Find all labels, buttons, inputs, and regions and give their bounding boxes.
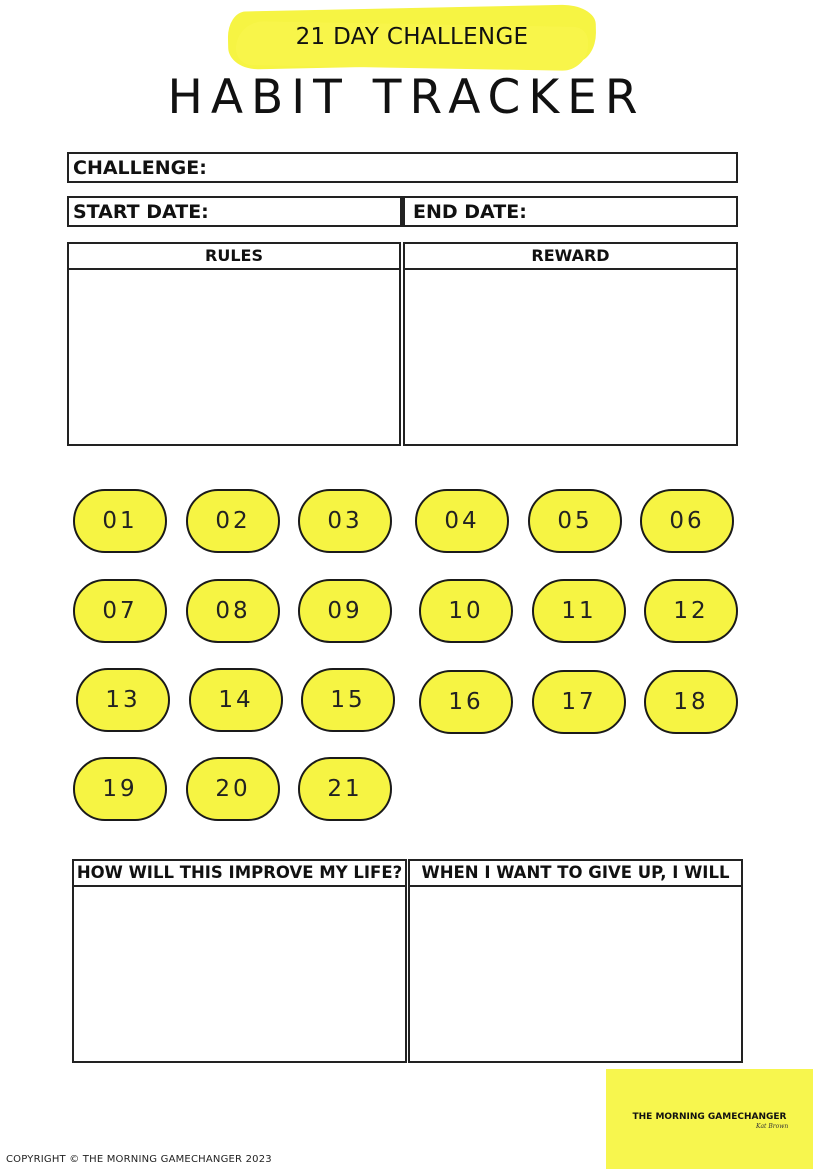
improve-life-heading: HOW WILL THIS IMPROVE MY LIFE? bbox=[74, 861, 405, 887]
day-pill[interactable]: 02 bbox=[186, 489, 280, 553]
page-title: HABIT TRACKER bbox=[167, 70, 646, 125]
day-pill[interactable]: 20 bbox=[186, 757, 280, 821]
brand-name: THE MORNING GAMECHANGER bbox=[632, 1112, 787, 1122]
day-pill[interactable]: 07 bbox=[73, 579, 167, 643]
copyright-text: COPYRIGHT © THE MORNING GAMECHANGER 2023 bbox=[6, 1154, 272, 1165]
day-pill[interactable]: 04 bbox=[415, 489, 509, 553]
challenge-subtitle: 21 DAY CHALLENGE bbox=[295, 24, 529, 50]
start-date-field[interactable] bbox=[67, 196, 402, 227]
day-pill[interactable]: 19 bbox=[73, 757, 167, 821]
day-pill[interactable]: 06 bbox=[640, 489, 734, 553]
day-pill[interactable]: 18 bbox=[644, 670, 738, 734]
day-pill[interactable]: 10 bbox=[419, 579, 513, 643]
reward-box[interactable] bbox=[403, 242, 738, 446]
end-date-field[interactable] bbox=[402, 196, 738, 227]
day-pill[interactable]: 17 bbox=[532, 670, 626, 734]
challenge-label: CHALLENGE: bbox=[73, 157, 207, 179]
day-pill[interactable]: 12 bbox=[644, 579, 738, 643]
day-pill[interactable]: 09 bbox=[298, 579, 392, 643]
challenge-field[interactable] bbox=[67, 152, 738, 183]
brand-signature: Kat Brown bbox=[756, 1123, 789, 1130]
start-date-label: START DATE: bbox=[73, 201, 209, 223]
brand-logo bbox=[606, 1069, 813, 1169]
day-pill[interactable]: 03 bbox=[298, 489, 392, 553]
day-pill[interactable]: 13 bbox=[76, 668, 170, 732]
day-pill[interactable]: 08 bbox=[186, 579, 280, 643]
day-pill[interactable]: 11 bbox=[532, 579, 626, 643]
rules-box[interactable] bbox=[67, 242, 401, 446]
give-up-heading: WHEN I WANT TO GIVE UP, I WILL bbox=[410, 861, 741, 887]
day-pill[interactable]: 15 bbox=[301, 668, 395, 732]
give-up-box[interactable] bbox=[408, 859, 743, 1063]
day-pill[interactable]: 01 bbox=[73, 489, 167, 553]
rules-heading: RULES bbox=[69, 244, 399, 270]
day-pill[interactable]: 21 bbox=[298, 757, 392, 821]
end-date-label: END DATE: bbox=[413, 201, 527, 223]
reward-heading: REWARD bbox=[405, 244, 736, 270]
day-pill[interactable]: 16 bbox=[419, 670, 513, 734]
improve-life-box[interactable] bbox=[72, 859, 407, 1063]
day-pill[interactable]: 05 bbox=[528, 489, 622, 553]
day-pill[interactable]: 14 bbox=[189, 668, 283, 732]
